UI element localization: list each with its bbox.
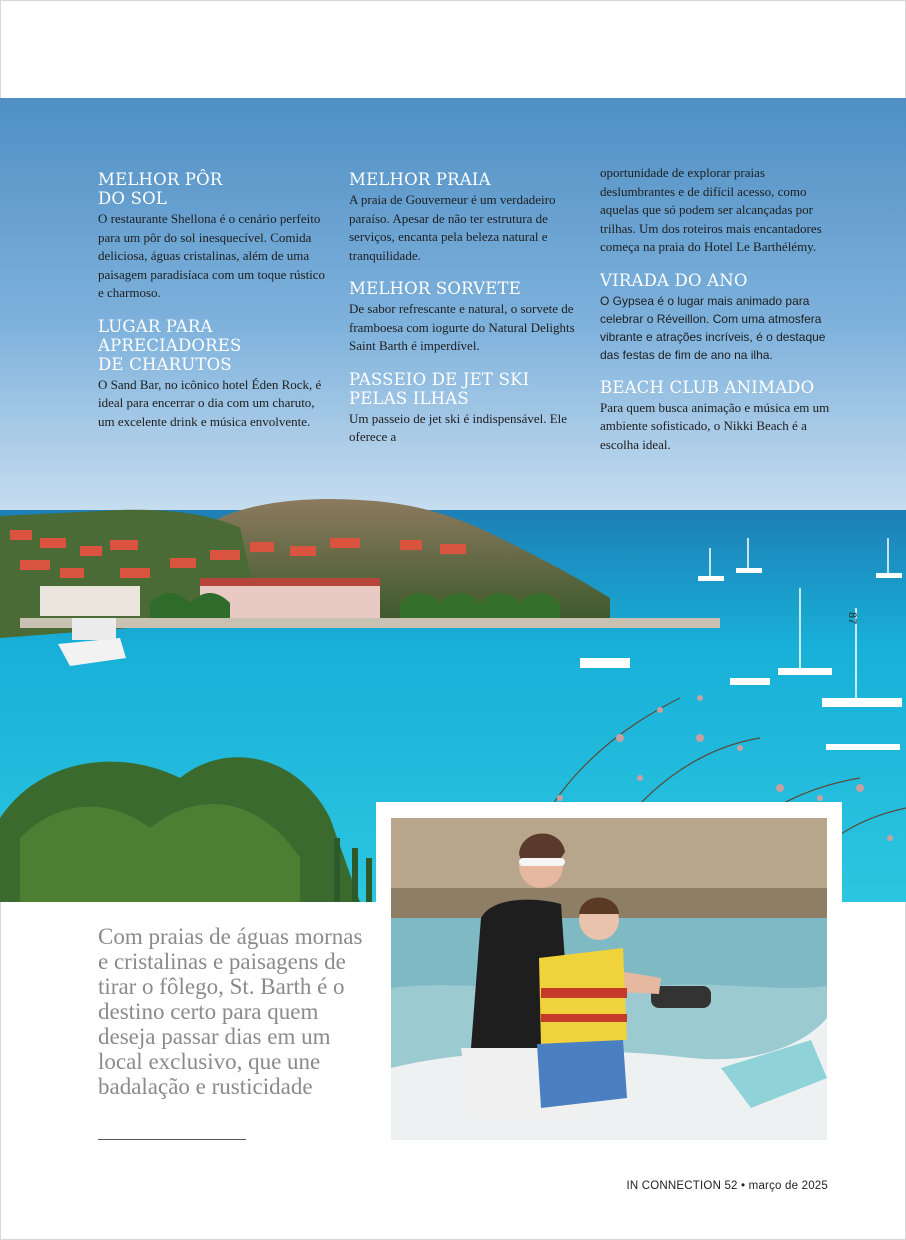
column-2 xyxy=(349,170,581,461)
heading-melhor-sorvete: MELHOR SORVETE xyxy=(349,279,521,298)
pull-quote: Com praias de águas mornas e cristalinas e paisagens de tirar o fôlego, St. Barth é o destino certo para quem deseja passar dias em um local exclusivo, que une badalação e rusticidade xyxy=(98,924,363,1099)
footer: IN CONNECTION 52 • março de 2025 xyxy=(626,1180,828,1192)
text-melhor-sorvete: De sabor refrescante e natural, o sorvete de framboesa com iogurte do Natural Delights Saint Barth é imperdível. xyxy=(349,301,575,353)
column-3 xyxy=(600,164,838,468)
text-jet-ski: Um passeio de jet ski é indispensável. Ele oferece a xyxy=(349,410,568,444)
quote-divider xyxy=(98,1139,246,1140)
text-melhor-por-do-sol: O restaurante Shellona é o cenário perfeito para um pôr do sol inesquecível. Comida deliciosa, águas cristalinas, além de uma paisagem paradisíaca com um toque rústico e charmoso. xyxy=(98,211,326,300)
jet-ski-photo xyxy=(391,818,827,1140)
heading-beach-club: BEACH CLUB ANIMADO xyxy=(600,377,815,397)
text-beach-club: Para quem busca animação e música em um ambiente sofisticado, o Nikki Beach é a escolha ideal. xyxy=(600,399,830,452)
heading-melhor-por-do-sol: MELHOR PÔR DO SOL xyxy=(98,170,223,208)
heading-charutos: LUGAR PARA APRECIADORES DE CHARUTOS xyxy=(98,316,242,374)
text-melhor-praia: A praia de Gouverneur é um verdadeiro paraíso. Apesar de não ter estrutura de serviços, encanta pela beleza natural e tranquilidade. xyxy=(349,192,556,263)
text-charutos: O Sand Bar, no icônico hotel Éden Rock, é ideal para encerrar o dia com um charuto, um excelente drink e música envolvente. xyxy=(98,376,322,429)
heading-virada-do-ano: VIRADA DO ANO xyxy=(600,270,748,290)
page-number: 87 xyxy=(846,612,858,625)
column-1 xyxy=(98,170,330,445)
heading-jet-ski: PASSEIO DE JET SKI PELAS ILHAS xyxy=(349,369,530,408)
text-jet-ski-continued: oportunidade de explorar praias deslumbrantes e de difícil acesso, como aquelas que só podem ser alcançadas por trilhas. Um dos roteiros mais encantadores começa na praia do Hotel Le Barthélémy. xyxy=(600,165,822,254)
jet-ski-illustration xyxy=(391,818,827,1140)
heading-melhor-praia: MELHOR PRAIA xyxy=(349,170,491,189)
text-virada-do-ano: O Gypsea é o lugar mais animado para celebrar o Réveillon. Com uma atmosfera vibrante e atrações incríveis, é o destaque das festas de fim de ano na ilha. xyxy=(600,293,826,362)
